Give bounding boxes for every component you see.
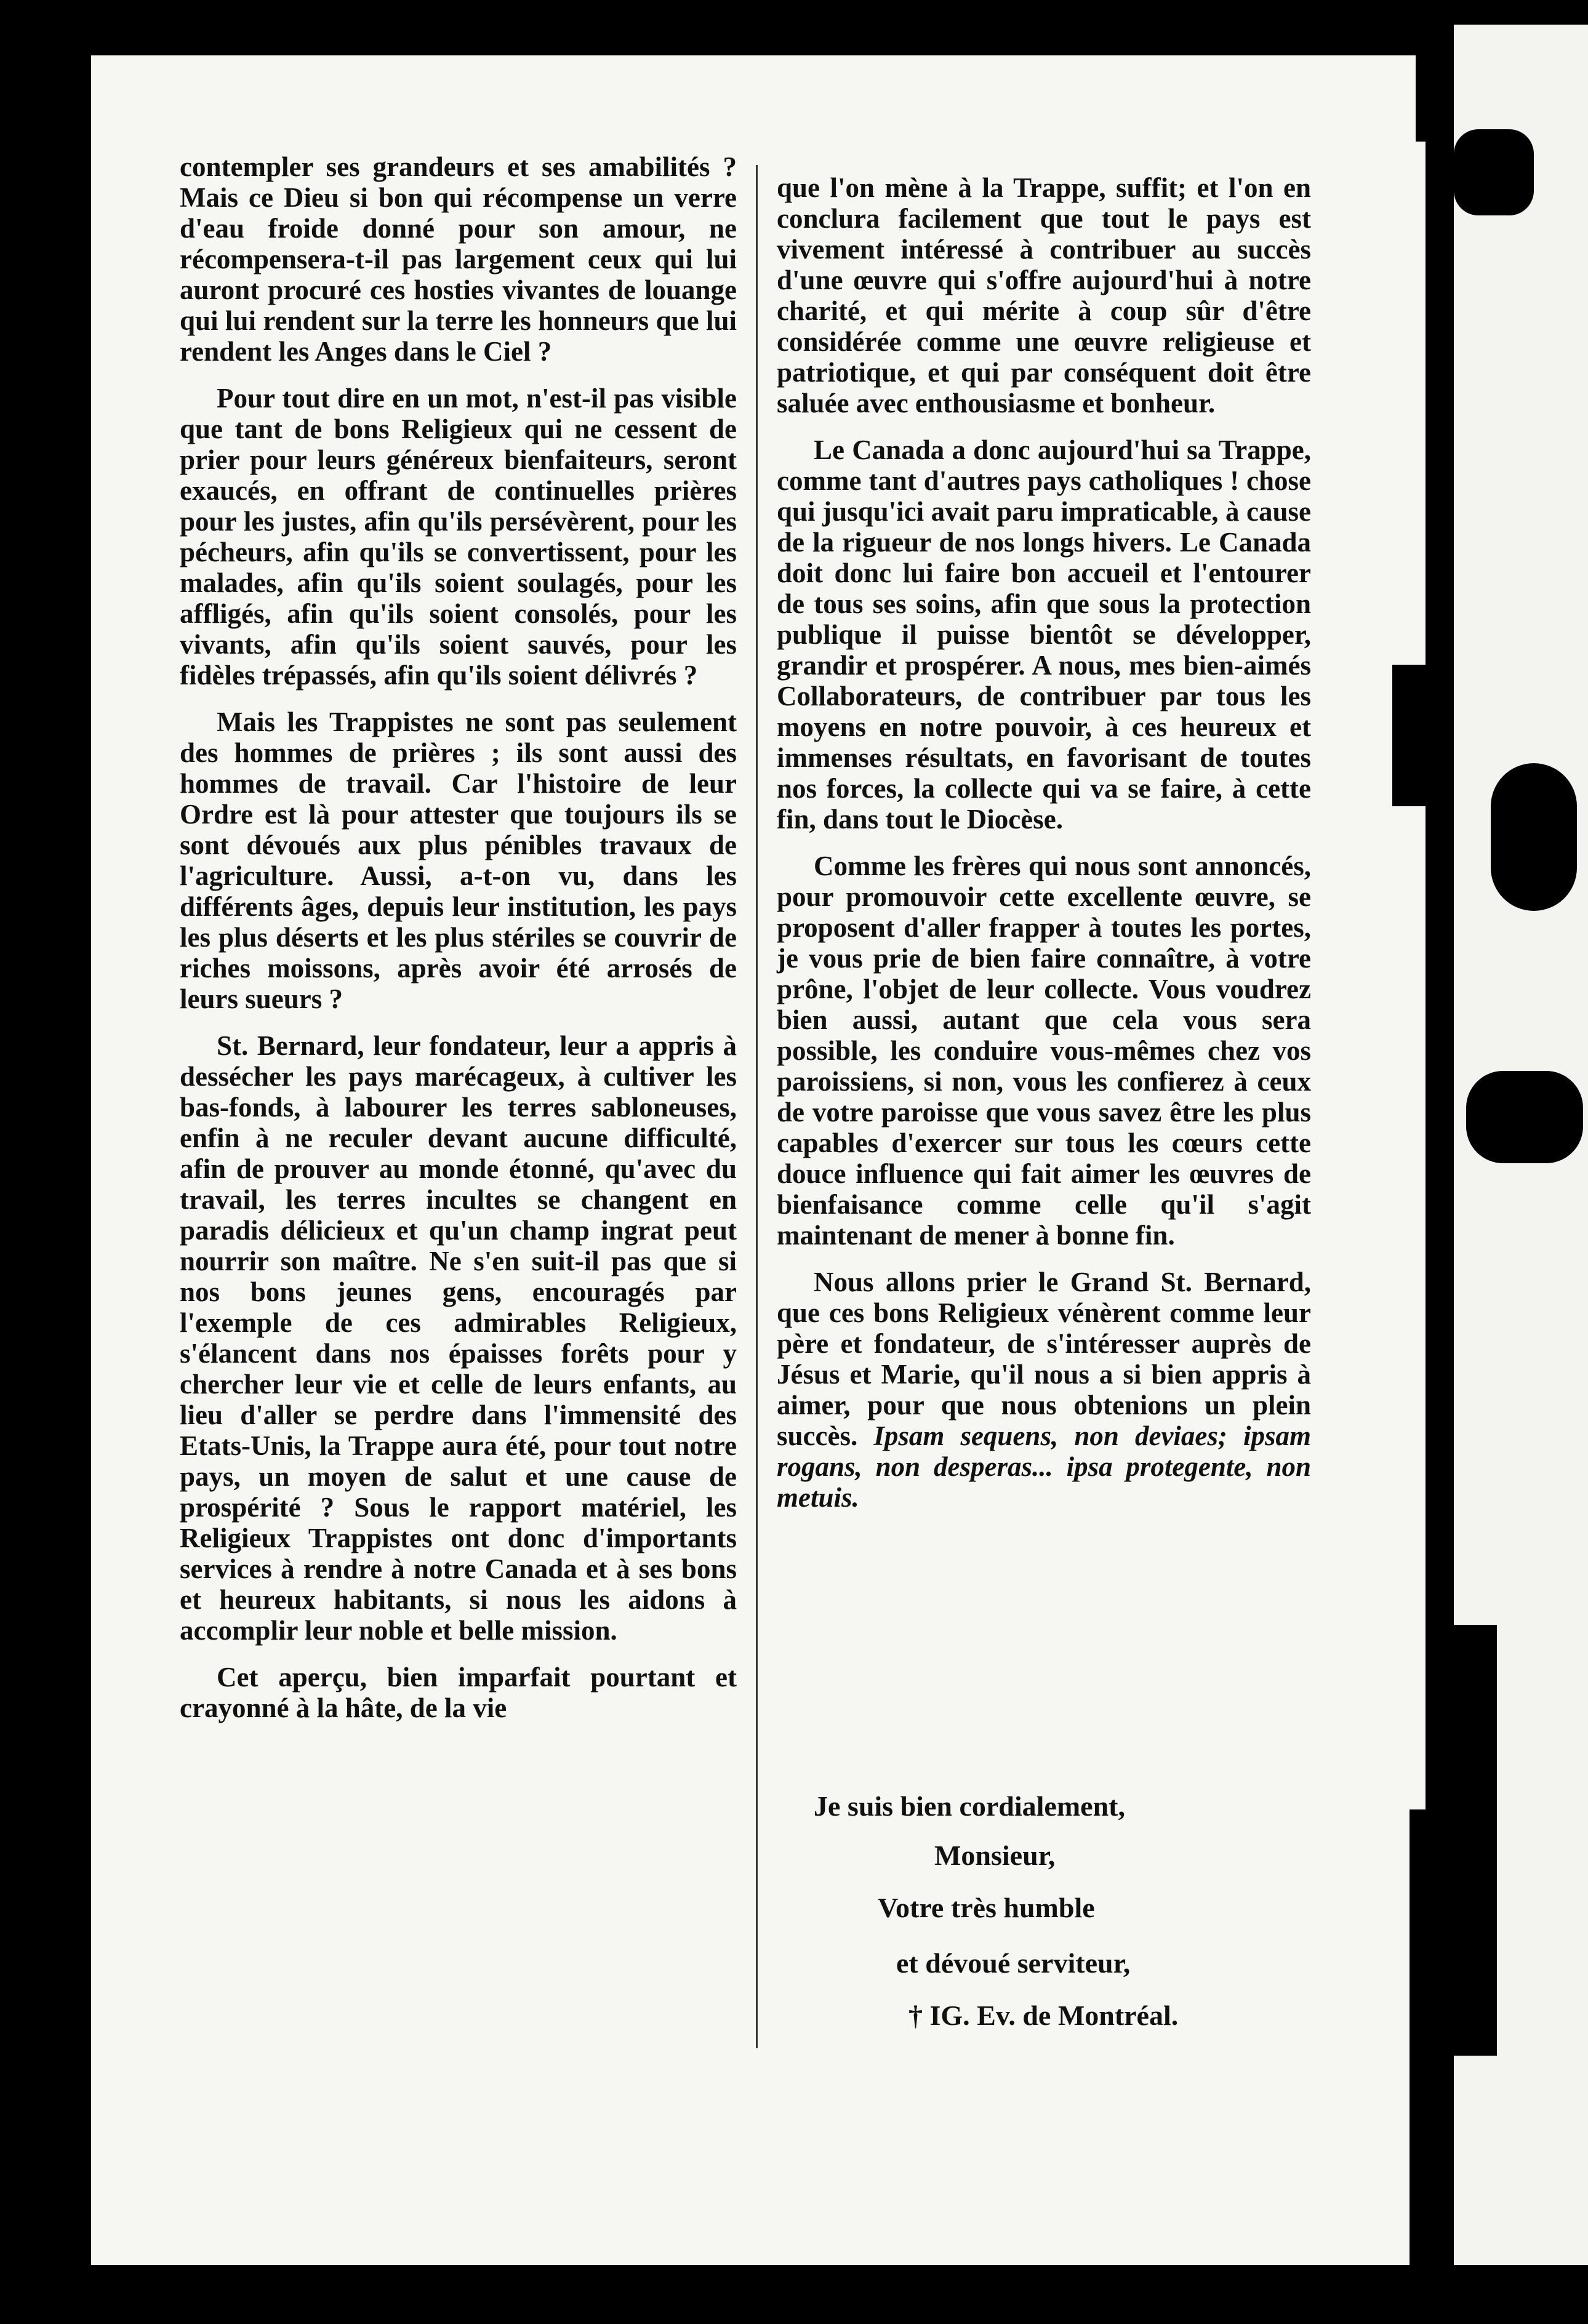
paragraph: Comme les frères qui nous sont annoncés, pour promouvoir cette excellente œuvre, se proposent d'aller frapper à toutes les portes, je vous prie de bien faire connaître, à votre prône, l'objet de leur collecte. Vous voudrez bien aussi, autant que cela vous sera possible, les conduire vous-mêmes chez vos paroissiens, si non, vous les confierez à ceux de votre paroisse que vous savez être les plus capables d'exercer sur tous les cœurs cette douce influence qui fait aimer les œuvres de bienfaisance comme celle qu'il s'agit maintenant de mener à bonne fin. [777,851,1311,1251]
paragraph: Le Canada a donc aujourd'hui sa Trappe, comme tant d'autres pays catholiques ! chose qui jusqu'ici avait paru impraticable, à cause de la rigueur de nos longs hivers. Le Canada doit donc lui faire bon accueil et l'entourer de tous ses soins, afin que sous la protection publique il puisse bientôt se développer, grandir et prospérer. A nous, mes bien-aimés Collaborateurs, de contribuer par tous les moyens en notre pouvoir, à ces heureux et immenses résultats, en favorisant de toutes nos forces, la collecte qui va se faire, à cette fin, dans tout le Diocèse. [777,435,1311,835]
paragraph-text: Nous allons prier le Grand St. Bernard, que ces bons Religieux vénèrent comme leur père et fondateur, de s'intéresser auprès de Jésus et Marie, qu'il nous a si bien appris à aimer, pour que nous obtenions un plein succès. [777,1267,1311,1451]
closing-line: Votre très humble [878,1892,1095,1923]
paragraph [777,1267,1311,1513]
torn-hole [1466,1071,1583,1163]
closing-line: et dévoué serviteur, [896,1947,1131,1979]
torn-hole [1454,129,1534,215]
adjacent-torn-page [1454,25,1588,2265]
column-rule [756,165,758,2048]
paragraph: St. Bernard, leur fondateur, leur a appris à dessécher les pays marécageux, à cultiver les bas-fonds, à labourer les terres sabloneuses, enfin à ne reculer devant aucune difficulté, afin de prouver au monde étonné, qu'avec du travail, les terres incultes se changent en paradis délicieux et qu'un champ ingrat peut nourrir son maître. Ne s'en suit-il pas que si nos bons jeunes gens, encouragés par l'exemple de ces admirables Religieux, s'élancent dans nos épaisses forêts pour y chercher leur vie et celle de leurs enfants, au lieu d'aller se perdre dans l'immensité des Etats-Unis, la Trappe aura été, pour tout notre pays, un moyen de salut et une cause de prospérité ? Sous le rapport matériel, les Religieux Trappistes ont donc d'importants services à rendre à notre Canada et à ses bons et heureux habitants, si nous les aidons à accomplir leur noble et belle mission. [180,1030,737,1646]
torn-hole [1491,763,1577,911]
paragraph: Cet aperçu, bien imparfait pourtant et crayonné à la hâte, de la vie [180,1662,737,1723]
signature: † IG. Ev. de Montréal. [908,2000,1179,2031]
paragraph: Pour tout dire en un mot, n'est-il pas visible que tant de bons Religieux qui ne cessent de prier pour leurs généreux bienfaiteurs, seront exaucés, en offrant de continuelles prières pour les justes, afin qu'ils persévèrent, pour les pécheurs, afin qu'ils se convertissent, pour les malades, afin qu'ils soient soulagés, pour les affligés, afin qu'ils soient consolés, pour les vivants, afin qu'ils soient sauvés, pour les fidèles trépassés, afin qu'ils soient délivrés ? [180,383,737,691]
paragraph: que l'on mène à la Trappe, suffit; et l'on en conclura facilement que tout le pays est vivement intéressé à contribuer au succès d'une œuvre qui s'offre aujourd'hui à notre charité, et qui mérite à coup sûr d'être considérée comme une œuvre religieuse et patriotique, et qui par conséquent doit être saluée avec enthousiasme et bonheur. [777,172,1311,419]
closing-address: Monsieur, [934,1840,1056,1871]
latin-quote: Ipsam sequens, non deviaes; ipsam rogans, non desperas... ipsa protegente, non metuis. [777,1420,1311,1513]
page-edge [1392,665,1460,806]
right-text-column [777,172,1311,1529]
paragraph: contempler ses grandeurs et ses amabilités ? Mais ce Dieu si bon qui récompense un verre d'eau froide donné pour son amour, ne récompensera-t-il pas largement ceux qui lui auront procuré ces hosties vivantes de louange qui lui rendent sur la terre les honneurs que lui rendent les Anges dans le Ciel ? [180,151,737,367]
torn-hole [1454,1625,1497,2056]
paragraph: Mais les Trappistes ne sont pas seulement des hommes de prières ; ils sont aussi des hommes de travail. Car l'histoire de leur Ordre est là pour attester que toujours ils se sont dévoués aux plus pénibles travaux de l'agriculture. Aussi, a-t-on vu, dans les différents âges, depuis leur institution, les pays les plus déserts et les plus stériles se couvrir de riches moissons, après avoir été arrosés de leurs sueurs ? [180,707,737,1014]
closing-salutation: Je suis bien cordialement, [814,1790,1125,1822]
left-text-column [180,151,737,1739]
